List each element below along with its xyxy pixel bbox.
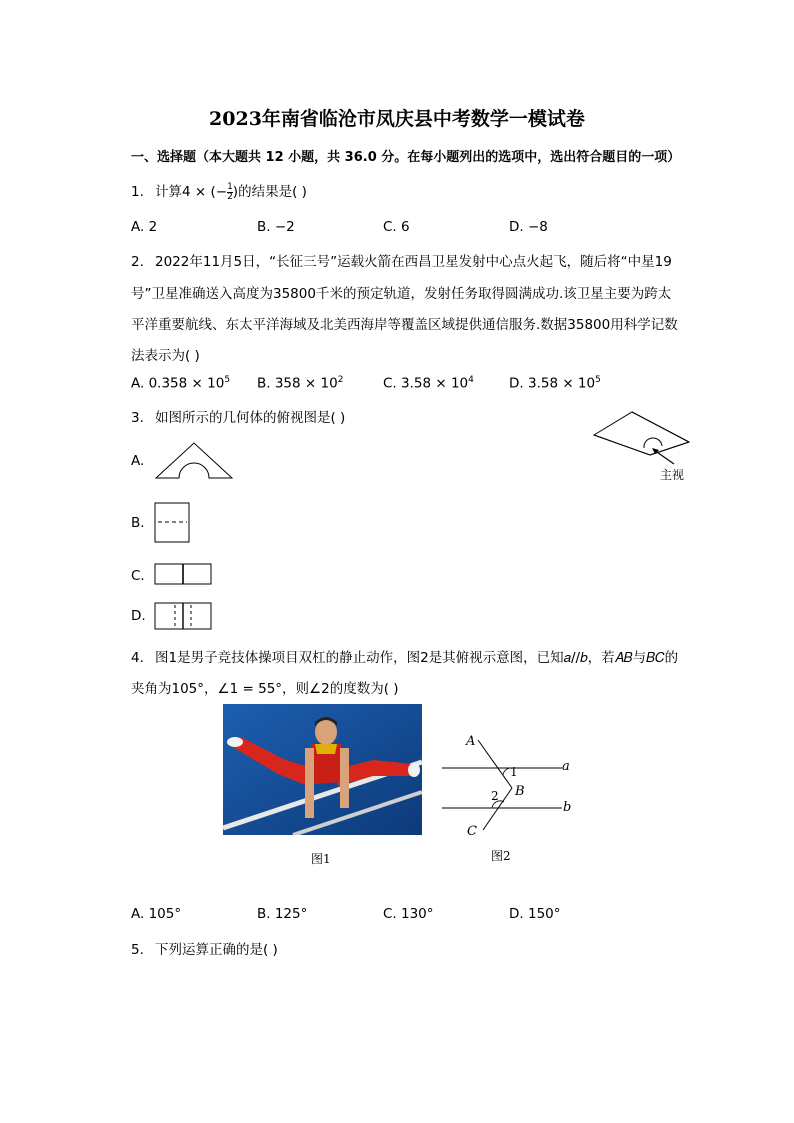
q2-option-c-exp: 4 xyxy=(468,375,474,385)
question-4-line-2: 夹角为105°，∠1 = 55°，则∠2的度数为( ) xyxy=(131,681,399,697)
question-3 xyxy=(131,406,345,426)
point-a-label: A xyxy=(466,734,476,749)
q1-option-c[interactable]: C. 6 xyxy=(383,219,410,235)
q3-option-b-figure xyxy=(154,502,192,544)
line-a-label: a xyxy=(562,759,570,774)
q2-option-b-label: B. 358 × 10 xyxy=(257,375,338,392)
question-number: 4. xyxy=(131,650,144,666)
q2-option-a-label: A. 0.358 × 10 xyxy=(131,375,225,392)
segment-ab xyxy=(478,740,512,788)
angle-2-label: 2 xyxy=(491,789,499,803)
q2-option-c[interactable] xyxy=(383,375,474,392)
q4-option-d[interactable]: D. 150° xyxy=(509,906,561,922)
q3-option-c[interactable]: C. xyxy=(131,568,145,584)
q2-option-b-exp: 2 xyxy=(337,375,344,385)
q4-option-c[interactable]: C. 130° xyxy=(383,906,434,922)
figure-2-caption: 图2 xyxy=(491,849,511,863)
q2-option-a-exp: 5 xyxy=(224,375,231,385)
q4-option-a[interactable]: A. 105° xyxy=(131,906,182,922)
question-1-pre: 计算4 × (− xyxy=(155,184,228,200)
page-title: 2023年南省临沧市凤庆县中考数学一模试卷 xyxy=(209,108,585,130)
question-number: 2. xyxy=(131,254,144,270)
question-number: 1. xyxy=(131,184,144,200)
point-b-label: B xyxy=(515,784,525,799)
question-2 xyxy=(131,250,672,270)
q3-option-d[interactable]: D. xyxy=(131,608,146,624)
parallel-lines-diagram xyxy=(440,730,585,845)
figure-1-caption: 图1 xyxy=(311,852,331,866)
question-number: 5. xyxy=(131,942,144,958)
fraction-denominator: 2 xyxy=(227,191,233,202)
main-view-label: 主视 xyxy=(660,468,685,482)
q1-option-a[interactable]: A. 2 xyxy=(131,219,158,235)
question-5-text: 下列运算正确的是( ) xyxy=(155,942,278,958)
question-1-post: )的结果是( ) xyxy=(232,184,307,200)
question-number: 3. xyxy=(131,410,144,426)
angle-1-arc xyxy=(503,768,510,775)
fraction-numerator: 1 xyxy=(227,181,233,192)
question-2-line-2: 号”卫星准确送入高度为35800千米的预定轨道，发射任务取得圆满成功.该卫星主要为跨太 xyxy=(131,286,672,302)
line-b-label: b xyxy=(563,800,572,815)
question-4 xyxy=(131,646,678,666)
question-2-line-1: 2022年11月5日，“长征三号”运载火箭在西昌卫星发射中心点火起飞，随后将“中星19 xyxy=(155,254,672,270)
q2-option-c-label: C. 3.58 × 10 xyxy=(383,375,469,392)
q2-option-d-label: D. 3.58 × 10 xyxy=(509,375,596,392)
q3-option-a-figure xyxy=(154,440,234,480)
q2-option-d-exp: 5 xyxy=(595,375,601,385)
q2-option-d[interactable] xyxy=(509,375,601,392)
q3-option-a[interactable]: A. xyxy=(131,453,145,469)
q3-option-b[interactable]: B. xyxy=(131,515,145,531)
q2-option-b[interactable] xyxy=(257,375,343,392)
angle-1-label: 1 xyxy=(510,765,518,779)
q3-option-d-figure xyxy=(154,602,214,632)
q1-option-b[interactable]: B. −2 xyxy=(257,219,295,235)
point-c-label: C xyxy=(467,824,477,839)
section-heading: 一、选择题（本大题共 12 小题，共 36.0 分。在每小题列出的选项中，选出符合题目的一项） xyxy=(131,150,681,165)
question-3-text: 如图所示的几何体的俯视图是( ) xyxy=(155,410,346,426)
q3-option-c-figure xyxy=(154,563,214,587)
q1-option-d[interactable]: D. −8 xyxy=(509,219,548,235)
question-1 xyxy=(131,180,307,202)
question-2-line-3: 平洋重要航线、东太平洋海域及北美西海岸等覆盖区域提供通信服务.数据35800用科学记数 xyxy=(131,317,678,333)
q2-option-a[interactable] xyxy=(131,375,230,392)
question-5 xyxy=(131,938,278,958)
question-2-line-4: 法表示为( ) xyxy=(131,348,200,364)
gymnast-photo xyxy=(223,704,422,835)
q4-option-b[interactable]: B. 125° xyxy=(257,906,308,922)
question-4-line-1: 图1是男子竞技体操项目双杠的静止动作，图2是其俯视示意图，已知𝑎//𝑏，若𝐴𝐵与𝐵𝐶的 xyxy=(155,650,679,666)
